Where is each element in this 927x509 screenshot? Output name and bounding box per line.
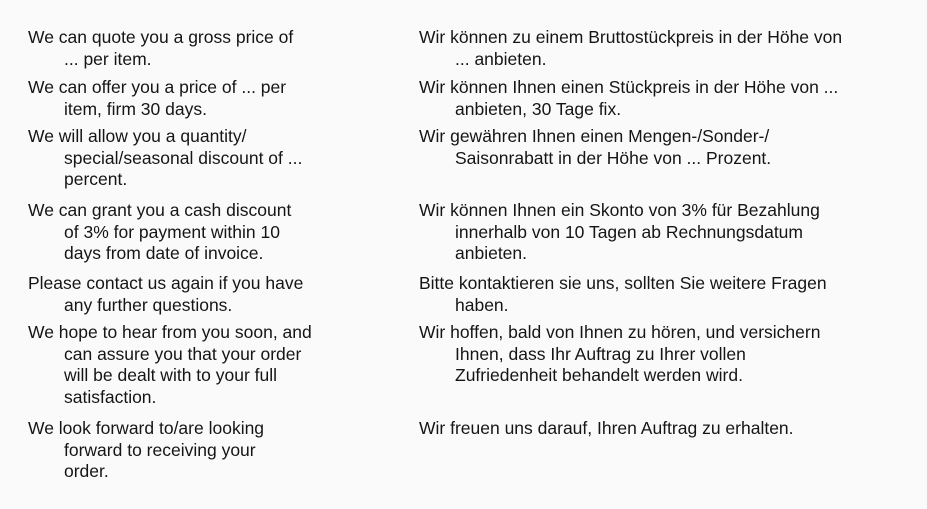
german-phrase: Wir können Ihnen einen Stückpreis in der Höhe von ... anbieten, 30 Tage fix. — [419, 77, 839, 119]
german-phrase: Wir freuen uns darauf, Ihren Auftrag zu erhalten. — [419, 418, 794, 438]
german-phrase: Bitte kontaktieren sie uns, sollten Sie weitere Fragen haben. — [419, 273, 827, 315]
english-phrase: We can offer you a price of ... per item, firm 30 days. — [28, 77, 287, 119]
german-phrase: Wir hoffen, bald von Ihnen zu hören, und versichern Ihnen, dass Ihr Auftrag zu Ihrer vollen Zufriedenheit behandelt werden wird. — [419, 322, 821, 385]
english-phrase: We can quote you a gross price of ... per item. — [28, 27, 294, 69]
english-phrase: We look forward to/are looking forward to receiving your order. — [28, 418, 265, 481]
german-phrase: Wir gewähren Ihnen einen Mengen-/Sonder-/ Saisonrabatt in der Höhe von ... Prozent. — [419, 126, 772, 168]
english-phrase: We will allow you a quantity/ special/seasonal discount of ... percent. — [28, 126, 303, 189]
german-phrase: Wir können Ihnen ein Skonto von 3% für Bezahlung innerhalb von 10 Tagen ab Rechnungsdatum anbieten. — [419, 200, 820, 263]
german-phrase: Wir können zu einem Bruttostückpreis in der Höhe von ... anbieten. — [419, 27, 843, 69]
english-phrase: We hope to hear from you soon, and can assure you that your order will be dealt with to your full satisfaction. — [28, 322, 312, 407]
english-phrase: Please contact us again if you have any further questions. — [28, 273, 304, 315]
english-phrase: We can grant you a cash discount of 3% for payment within 10 days from date of invoice. — [28, 200, 292, 263]
